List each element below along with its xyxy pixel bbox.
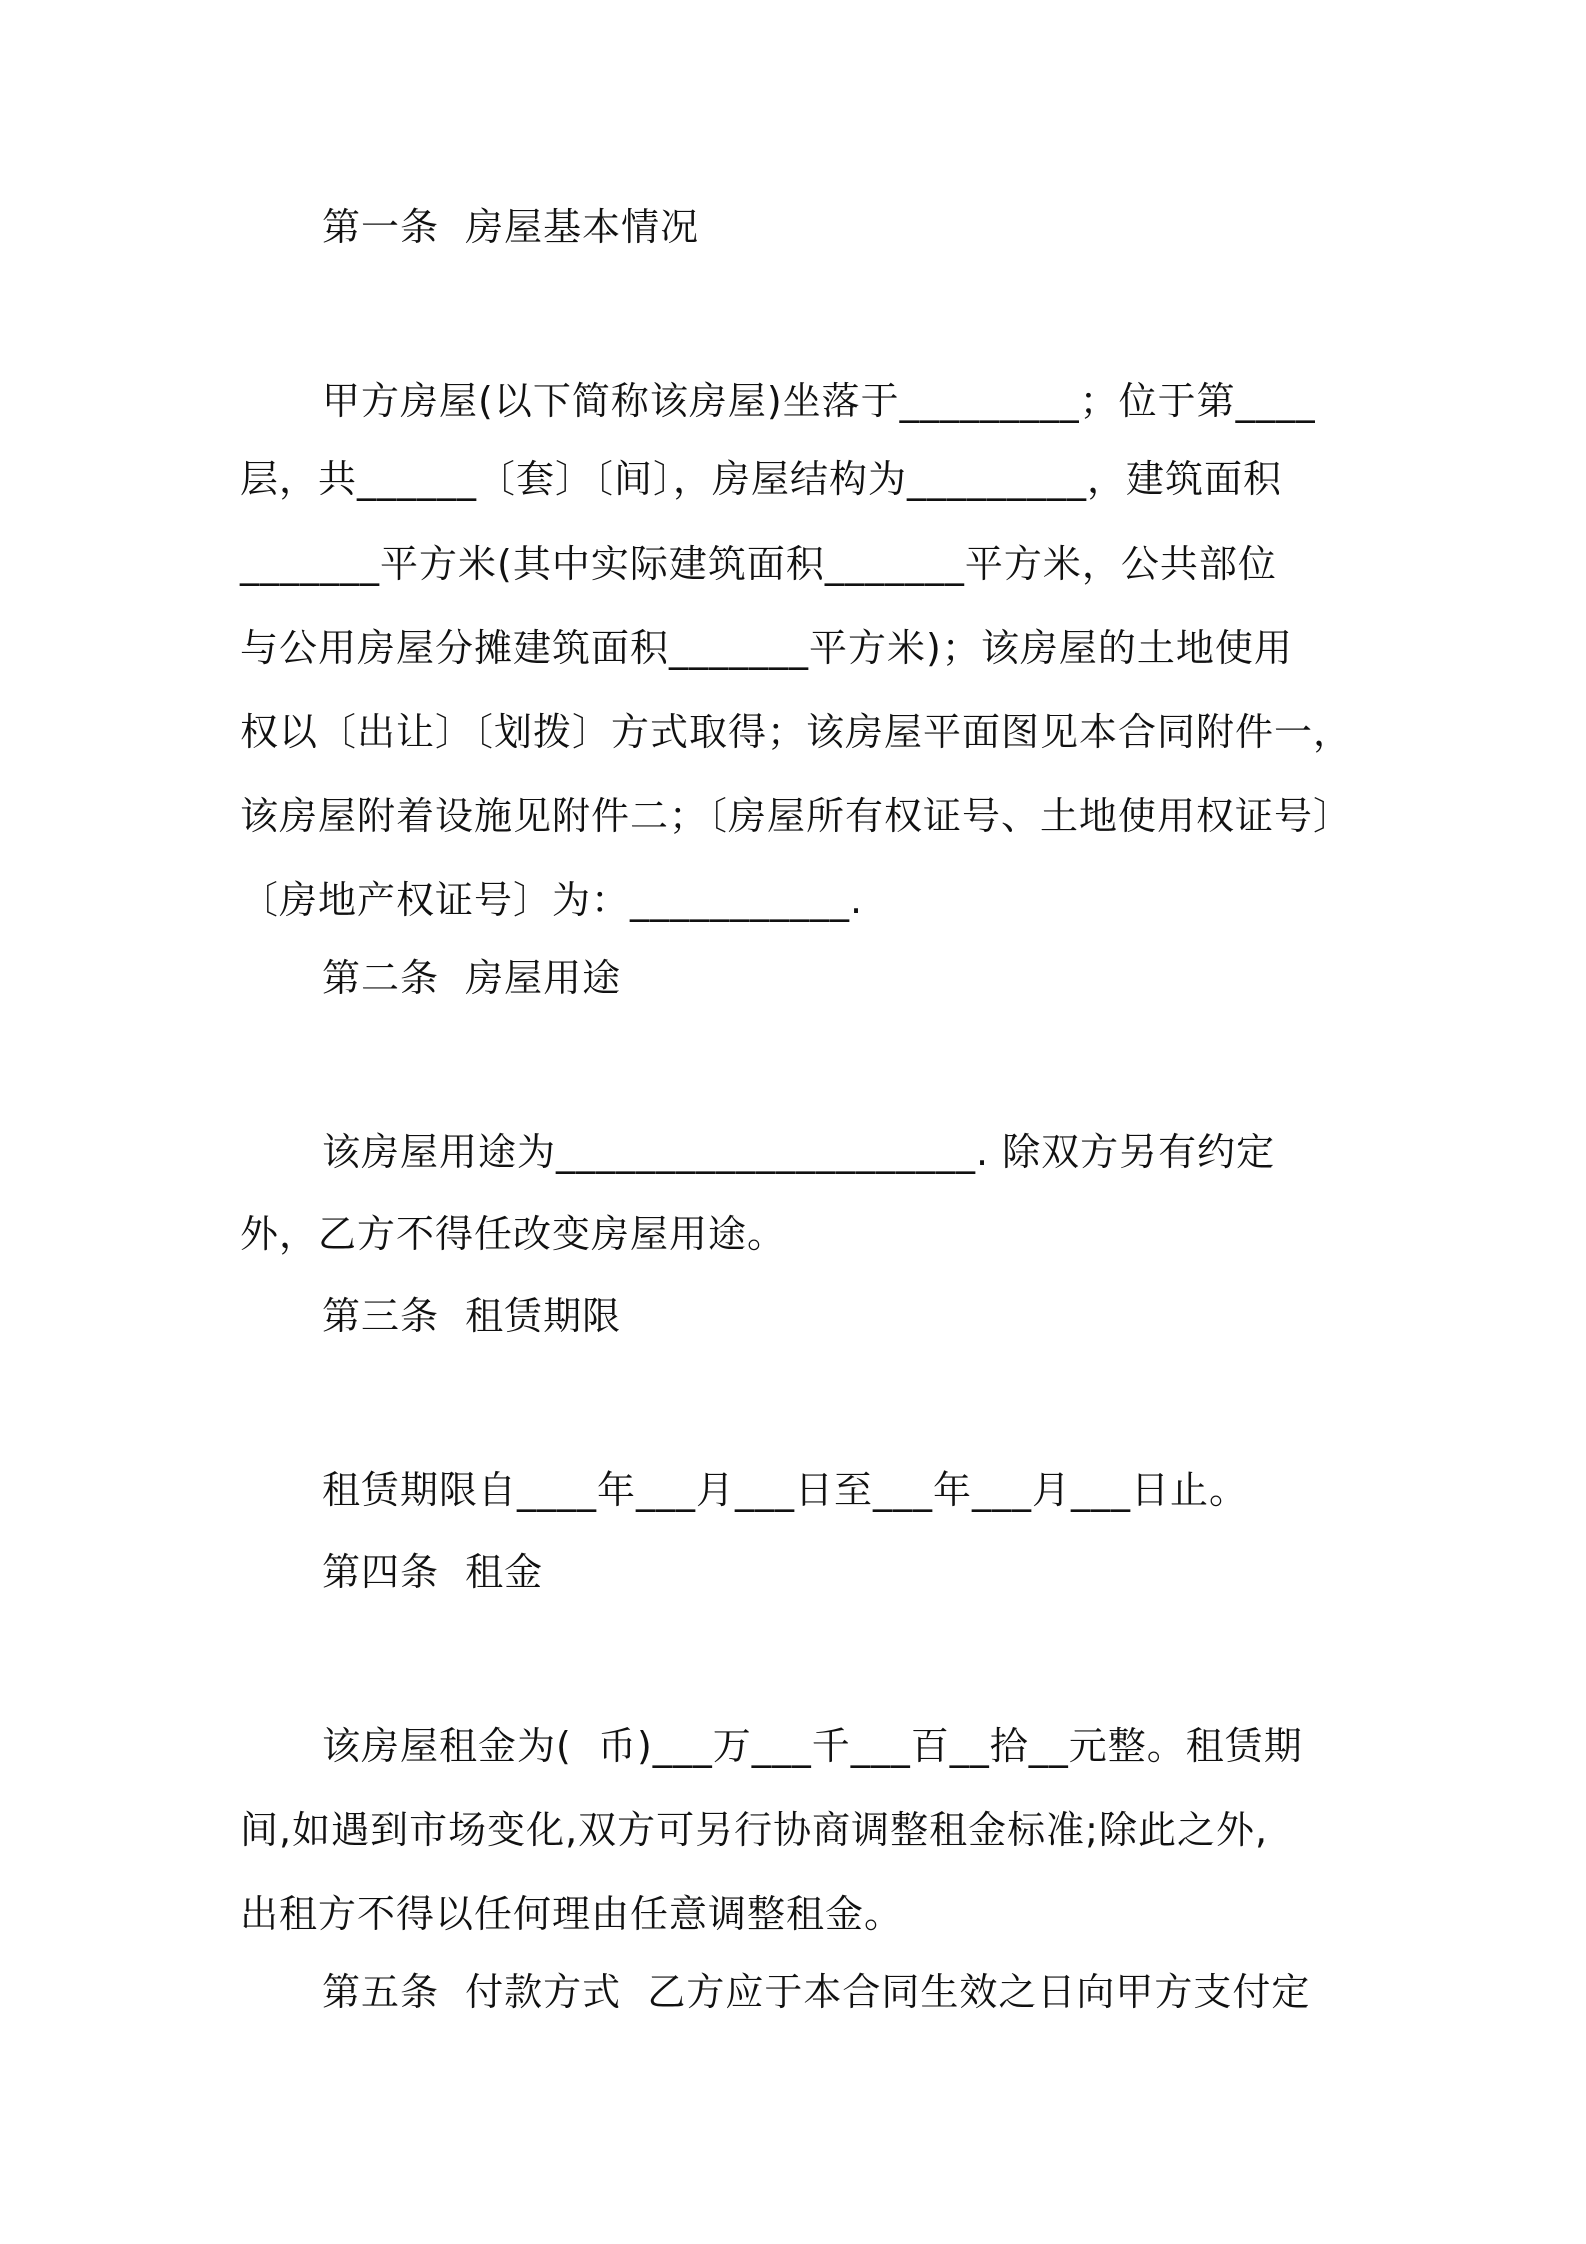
article-1-line-4: 与公用房屋分摊建筑面积_______平方米)；该房屋的土地使用 bbox=[240, 626, 1293, 670]
article-1-line-3: _______平方米(其中实际建筑面积_______平方米，公共部位 bbox=[240, 542, 1277, 586]
article-1-line-2: 层，共______〔套〕〔间〕，房屋结构为_________，建筑面积 bbox=[240, 457, 1283, 501]
article-1-line-1: 甲方房屋(以下简称该房屋)坐落于_________；位于第____ bbox=[322, 379, 1316, 423]
article-3-heading: 第三条 租赁期限 bbox=[322, 1294, 622, 1338]
article-4-line-1: 该房屋租金为( 币)___万___千___百__拾__元整。租赁期 bbox=[322, 1724, 1303, 1768]
article-5-heading: 第五条 付款方式 乙方应于本合同生效之日向甲方支付定 bbox=[322, 1970, 1311, 2014]
article-2-line-2: 外，乙方不得任改变房屋用途。 bbox=[240, 1212, 787, 1256]
article-4-heading: 第四条 租金 bbox=[322, 1550, 544, 1594]
article-1-heading: 第一条 房屋基本情况 bbox=[322, 205, 700, 249]
article-1-line-7: 〔房地产权证号〕为：___________. bbox=[240, 878, 864, 922]
article-1-line-5: 权以〔出让〕〔划拨〕方式取得；该房屋平面图见本合同附件一， bbox=[240, 710, 1353, 754]
article-1-line-6: 该房屋附着设施见附件二；〔房屋所有权证号、土地使用权证号〕 bbox=[240, 794, 1353, 838]
article-3-line-1: 租赁期限自____年___月___日至___年___月___日止。 bbox=[322, 1468, 1249, 1512]
article-2-heading: 第二条 房屋用途 bbox=[322, 956, 622, 1000]
article-4-line-2: 间,如遇到市场变化,双方可另行协商调整租金标准;除此之外, bbox=[240, 1808, 1269, 1852]
article-4-line-3: 出租方不得以任何理由任意调整租金。 bbox=[240, 1892, 904, 1936]
article-2-line-1: 该房屋用途为_____________________. 除双方另有约定 bbox=[322, 1130, 1276, 1174]
